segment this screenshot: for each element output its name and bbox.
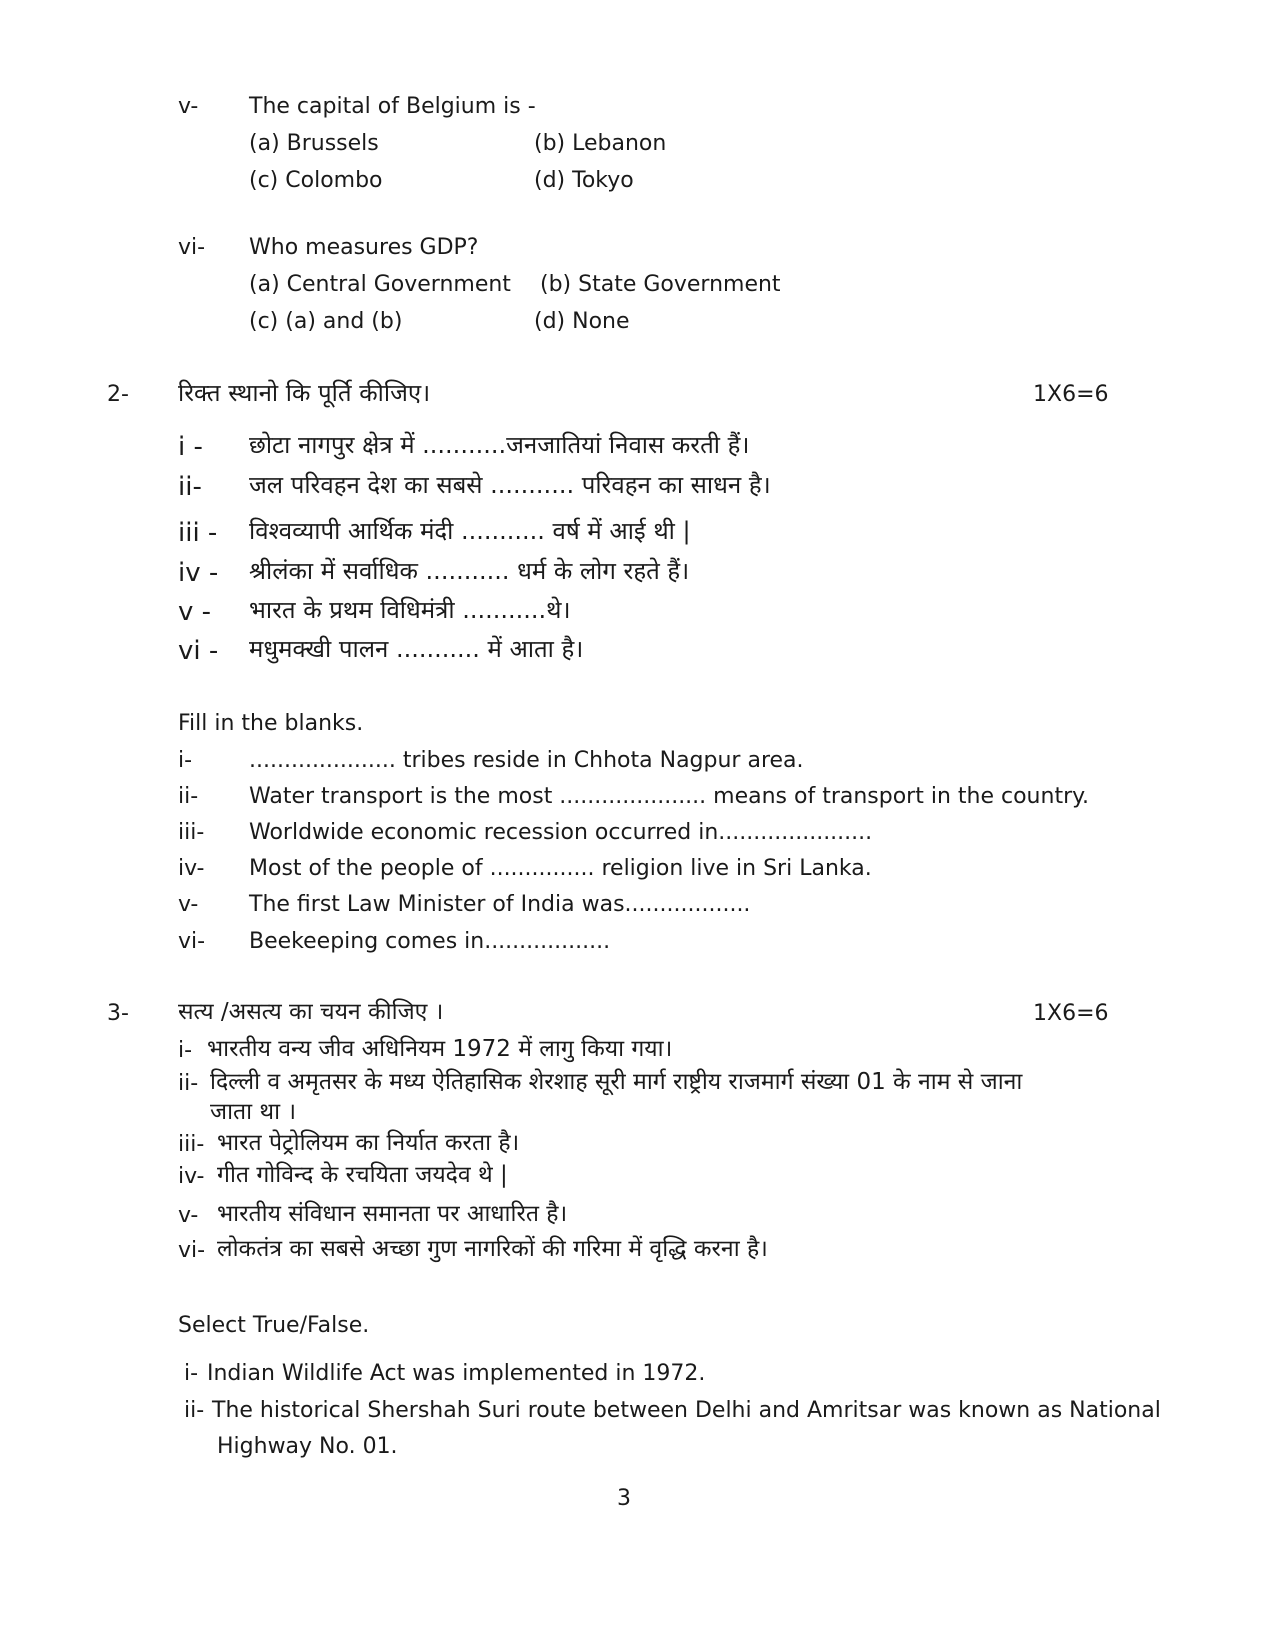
q2-en-item-5-text: The first Law Minister of India was.................. [249, 892, 751, 917]
q2-en-item-1-text: ..................... tribes reside in Chhota Nagpur area. [249, 748, 804, 773]
q3-marks: 1X6=6 [1033, 1001, 1109, 1026]
q3-en-item-1-number: i- [184, 1361, 199, 1386]
q2-hi-item-6-text: मधुमक्खी पालन ........... में आता है। [249, 635, 584, 663]
q2-en-item-3-number: iii- [178, 820, 205, 845]
q2-marks: 1X6=6 [1033, 382, 1109, 407]
mcq-vi-option-d: (d) None [534, 309, 630, 334]
q2-hi-item-1-number: i - [178, 432, 203, 462]
q2-en-item-4-number: iv- [178, 856, 205, 881]
mcq-v-option-c: (c) Colombo [249, 168, 383, 193]
q3-hi-item-5-text: भारतीय संविधान समानता पर आधारित है। [217, 1201, 568, 1227]
q3-hi-item-2-continuation: जाता था । [210, 1099, 297, 1125]
q2-title-english: Fill in the blanks. [178, 711, 364, 736]
mcq-vi-number: vi- [178, 235, 206, 260]
q3-hi-item-2-text: दिल्ली व अमृतसर के मध्य ऐतिहासिक शेरशाह सूरी मार्ग राष्ट्रीय राजमार्ग संख्या 01 के नाम से जाना [210, 1069, 1023, 1095]
q3-en-item-2-continuation: Highway No. 01. [217, 1434, 398, 1459]
q3-hi-item-1-number: i- [178, 1038, 193, 1063]
q2-hi-item-4-number: iv - [178, 558, 219, 588]
q3-hi-item-3-number: iii- [178, 1132, 205, 1157]
q3-hi-item-6-text: लोकतंत्र का सबसे अच्छा गुण नागरिकों की गरिमा में वृद्धि करना है। [217, 1236, 768, 1262]
q2-en-item-4-text: Most of the people of ............... religion live in Sri Lanka. [249, 856, 872, 881]
q2-en-item-6-text: Beekeeping comes in.................. [249, 929, 611, 954]
q2-en-item-6-number: vi- [178, 929, 206, 954]
q3-hi-item-3-text: भारत पेट्रोलियम का निर्यात करता है। [217, 1130, 520, 1156]
q2-en-item-1-number: i- [178, 748, 193, 773]
q3-title-english: Select True/False. [178, 1313, 370, 1338]
q3-hi-item-4-text: गीत गोविन्द के रचयिता जयदेव थे | [217, 1162, 508, 1188]
q3-hi-item-2-number: ii- [178, 1071, 199, 1096]
q2-hi-item-3-text: विश्वव्यापी आर्थिक मंदी ........... वर्ष में आई थी | [249, 517, 691, 545]
q2-number: 2- [107, 382, 129, 407]
q2-en-item-2-text: Water transport is the most ..................... means of transport in the country. [249, 784, 1089, 809]
q2-hi-item-2-number: ii- [178, 472, 202, 502]
mcq-v-option-a: (a) Brussels [249, 131, 379, 156]
q2-hi-item-2-text: जल परिवहन देश का सबसे ........... परिवहन का साधन है। [249, 471, 771, 499]
q2-en-item-5-number: v- [178, 892, 199, 917]
q3-en-item-1-text: Indian Wildlife Act was implemented in 1972. [207, 1361, 706, 1386]
q2-hi-item-3-number: iii - [178, 518, 218, 548]
q2-hi-item-1-text: छोटा नागपुर क्षेत्र में ...........जनजातियां निवास करती हैं। [249, 431, 750, 459]
q3-hi-item-5-number: v- [178, 1203, 199, 1228]
q3-hi-item-6-number: vi- [178, 1238, 206, 1263]
q2-title-hindi: रिक्त स्थानो कि पूर्ति कीजिए। [178, 379, 431, 407]
mcq-v-number: v- [178, 94, 199, 119]
q2-hi-item-6-number: vi - [178, 636, 219, 666]
mcq-v-question: The capital of Belgium is - [249, 94, 536, 119]
mcq-vi-option-c: (c) (a) and (b) [249, 309, 403, 334]
q2-hi-item-5-number: v - [178, 597, 212, 627]
mcq-vi-option-b: (b) State Government [540, 272, 781, 297]
q3-hi-item-1-text: भारतीय वन्य जीव अधिनियम 1972 में लागु किया गया। [207, 1036, 673, 1062]
page-number: 3 [617, 1486, 631, 1511]
q3-hi-item-4-number: iv- [178, 1164, 205, 1189]
mcq-vi-option-a: (a) Central Government [249, 272, 511, 297]
mcq-v-option-d: (d) Tokyo [534, 168, 634, 193]
mcq-vi-question: Who measures GDP? [249, 235, 479, 260]
q2-en-item-2-number: ii- [178, 784, 199, 809]
q3-number: 3- [107, 1001, 129, 1026]
q2-en-item-3-text: Worldwide economic recession occurred in...................... [249, 820, 873, 845]
q3-en-item-2-number: ii- [184, 1398, 205, 1423]
q3-title-hindi: सत्य /असत्य का चयन कीजिए । [178, 999, 444, 1025]
q3-en-item-2-text: The historical Shershah Suri route between Delhi and Amritsar was known as National [212, 1398, 1161, 1423]
mcq-v-option-b: (b) Lebanon [534, 131, 667, 156]
q2-hi-item-4-text: श्रीलंका में सर्वाधिक ........... धर्म के लोग रहते हैं। [249, 557, 690, 585]
q2-hi-item-5-text: भारत के प्रथम विधिमंत्री ...........थे। [249, 596, 571, 624]
